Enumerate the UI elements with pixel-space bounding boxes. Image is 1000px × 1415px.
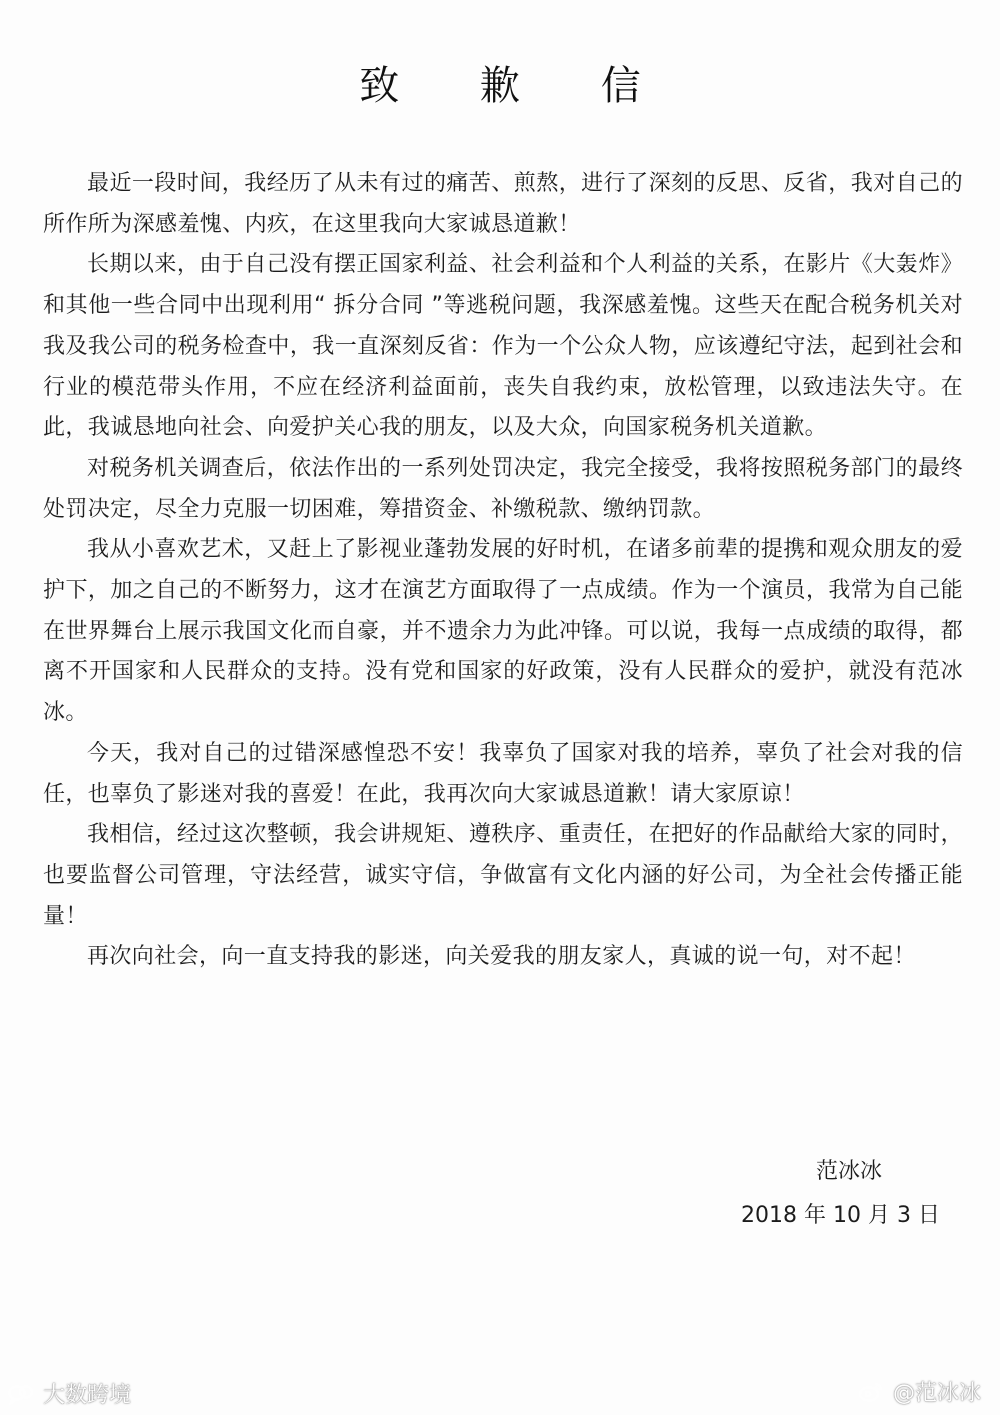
letter-body <box>43 164 963 978</box>
paragraph: 我从小喜欢艺术，又赶上了影视业蓬勃发展的好时机，在诸多前辈的提携和观众朋友的爱护下，加之自己的不断努力，这才在演艺方面取得了一点成绩。作为一个演员，我常为自己能在世界舞台上展示我国文化而自豪，并不遗余力为此冲锋。可以说，我每一点成绩的取得，都离不开国家和人民群众的支持。没有党和国家的好政策，没有人民群众的爱护，就没有范冰冰。 <box>43 537 963 726</box>
watermark-right <box>858 1376 981 1407</box>
weibo-icon <box>858 1381 884 1403</box>
watermark-right-text: @范冰冰 <box>893 1381 982 1406</box>
bubble-logo-icon <box>8 1383 34 1405</box>
paragraph: 长期以来，由于自己没有摆正国家利益、社会利益和个人利益的关系，在影片《大轰炸》和其他一些合同中出现利用“ 拆分合同 ”等逃税问题，我深感羞愧。这些天在配合税务机关对我及我公司的税务检查中，我一直深刻反省：作为一个公众人物，应该遵纪守法，起到社会和行业的模范带头作用，不应在经济利益面前，丧失自我约束，放松管理，以致违法失守。在此，我诚恳地向社会、向爱护关心我的朋友，以及大众，向国家税务机关道歉。 <box>43 252 963 441</box>
signature-name: 范冰冰 <box>815 1159 882 1184</box>
paragraph: 对税务机关调查后，依法作出的一系列处罚决定，我完全接受，我将按照税务部门的最终处罚决定，尽全力克服一切困难，筹措资金、补缴税款、缴纳罚款。 <box>43 455 963 522</box>
signature-block <box>700 1150 940 1238</box>
paragraph: 最近一段时间，我经历了从未有过的痛苦、煎熬，进行了深刻的反思、反省，我对自己的所作所为深感羞愧、内疚，在这里我向大家诚恳道歉！ <box>43 171 963 237</box>
paragraph: 今天，我对自己的过错深感惶恐不安！我辜负了国家对我的培养，辜负了社会对我的信任，也辜负了影迷对我的喜爱！在此，我再次向大家诚恳道歉！请大家原谅！ <box>43 740 963 807</box>
paragraph: 再次向社会，向一直支持我的影迷，向关爱我的朋友家人，真诚的说一句，对不起！ <box>87 944 916 970</box>
paragraph: 我相信，经过这次整顿，我会讲规矩、遵秩序、重责任，在把好的作品献给大家的同时，也要监督公司管理，守法经营，诚实守信，争做富有文化内涵的好公司，为全社会传播正能量！ <box>43 822 963 929</box>
watermark-left <box>8 1378 131 1409</box>
letter-title: 致 歉 信 <box>359 63 675 109</box>
watermark-left-text: 大数跨境 <box>43 1383 132 1408</box>
signature-date: 2018 年 10 月 3 日 <box>741 1203 940 1228</box>
